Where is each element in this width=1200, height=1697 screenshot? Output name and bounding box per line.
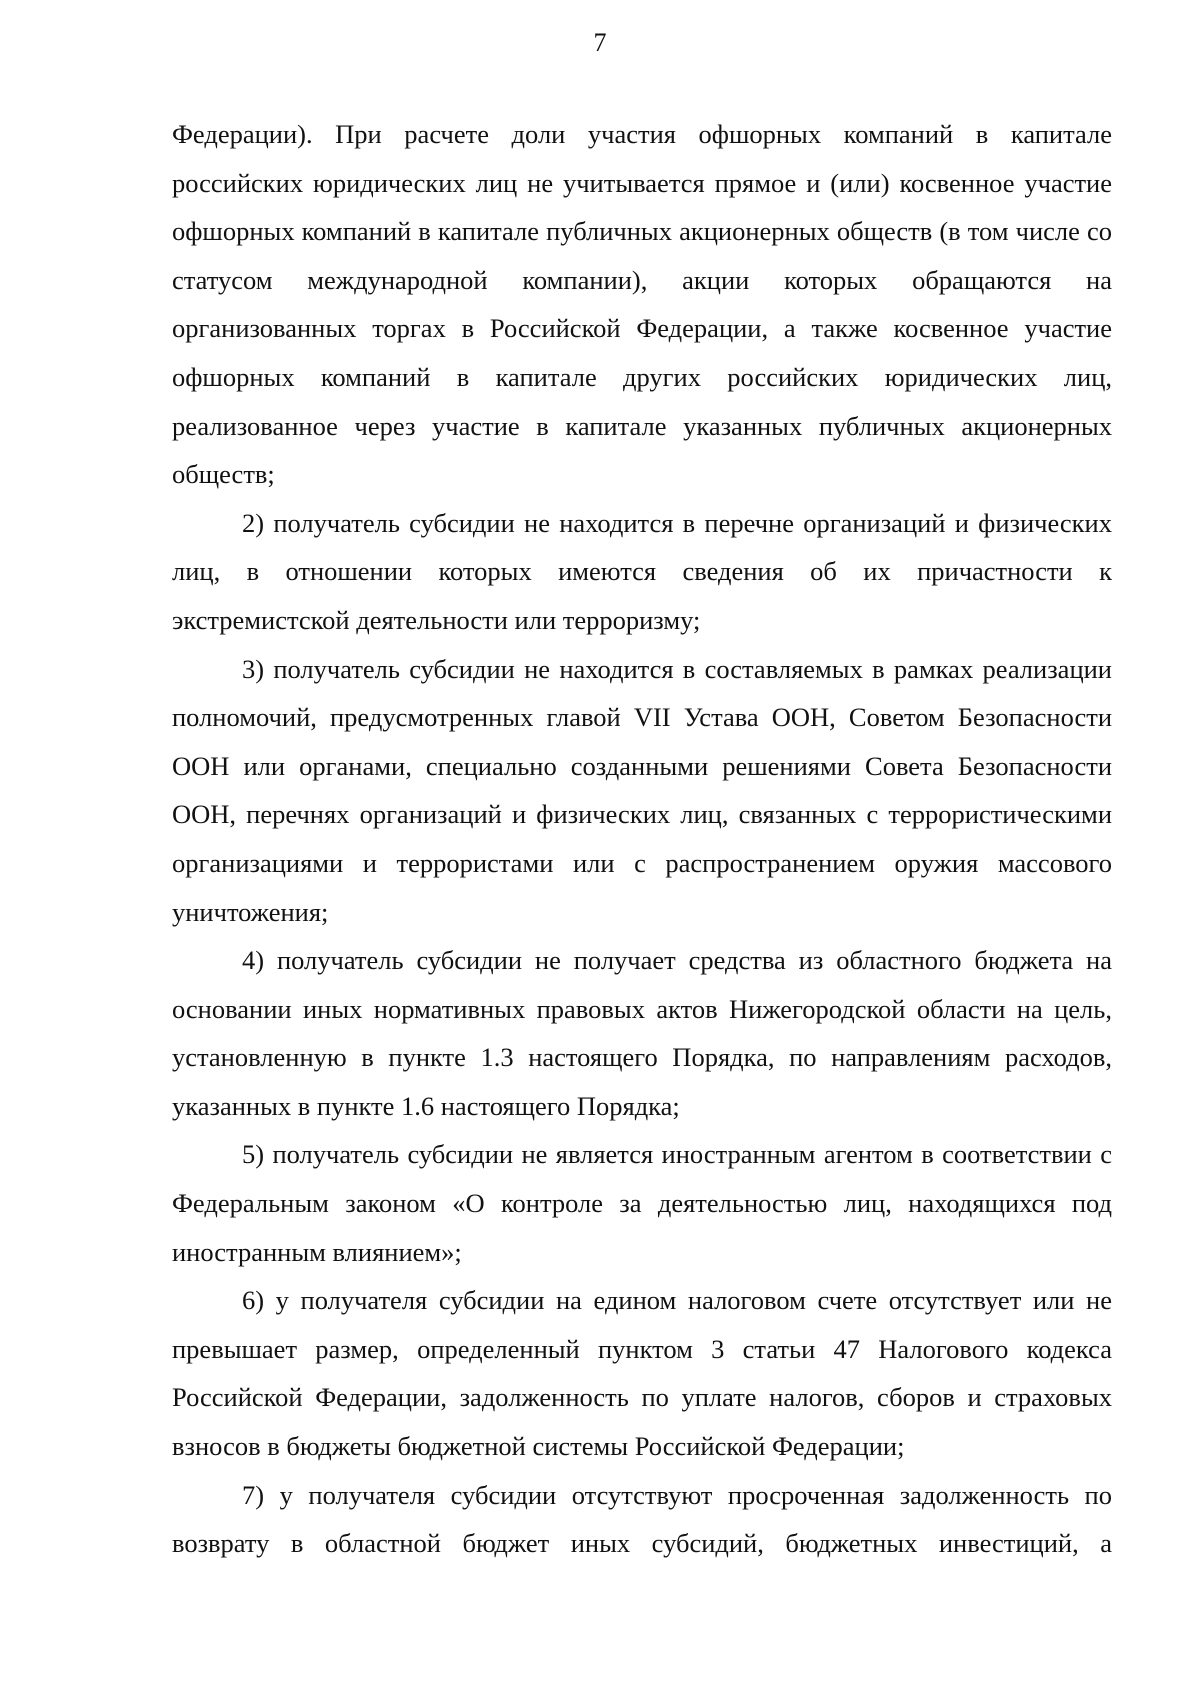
paragraph-item-4: 4) получатель субсидии не получает средства из областного бюджета на основании иных нормативных правовых актов Нижегородской области на цель, установленную в пункте 1.3 настоящего Порядка, по направлениям расходов, указанных в пункте 1.6 настоящего Порядка; <box>172 945 1112 1121</box>
paragraph-item-6: 6) у получателя субсидии на едином налоговом счете отсутствует или не превышает размер, определенный пунктом 3 статьи 47 Налогового кодекса Российской Федерации, задолженность по уплате налогов, сборов и страховых взносов в бюджеты бюджетной системы Российской Федерации; <box>172 1285 1112 1462</box>
page-number: 7 <box>593 28 607 57</box>
document-body <box>172 110 1112 1568</box>
paragraph-continuation: Федерации). При расчете доли участия офшорных компаний в капитале российских юридических лиц не учитывается прямое и (или) косвенное участие офшорных компаний в капитале публичных акционерных обществ (в том числе со статусом международной компании), акции которых обращаются на организованных торгах в Российской Федерации, а также косвенное участие офшорных компаний в капитале других российских юридических лиц, реализованное через участие в капитале указанных публичных акционерных обществ; <box>172 119 1112 490</box>
paragraph-item-2: 2) получатель субсидии не находится в перечне организаций и физических лиц, в отношении которых имеются сведения об их причастности к экстремистской деятельности или терроризму; <box>172 507 1112 635</box>
paragraph-item-3: 3) получатель субсидии не находится в составляемых в рамках реализации полномочий, предусмотренных главой VII Устава ООН, Советом Безопасности ООН или органами, специально созданными решениями Совета Безопасности ООН, перечнях организаций и физических лиц, связанных с террористическими организациями и террористами или с распространением оружия массового уничтожения; <box>172 653 1112 927</box>
paragraph-item-7: 7) у получателя субсидии отсутствуют просроченная задолженность по возврату в областной бюджет иных субсидий, бюджетных инвестиций, а <box>172 1479 1112 1559</box>
paragraph-item-5: 5) получатель субсидии не является иностранным агентом в соответствии с Федеральным законом «О контроле за деятельностью лиц, находящихся под иностранным влиянием»; <box>172 1139 1112 1267</box>
